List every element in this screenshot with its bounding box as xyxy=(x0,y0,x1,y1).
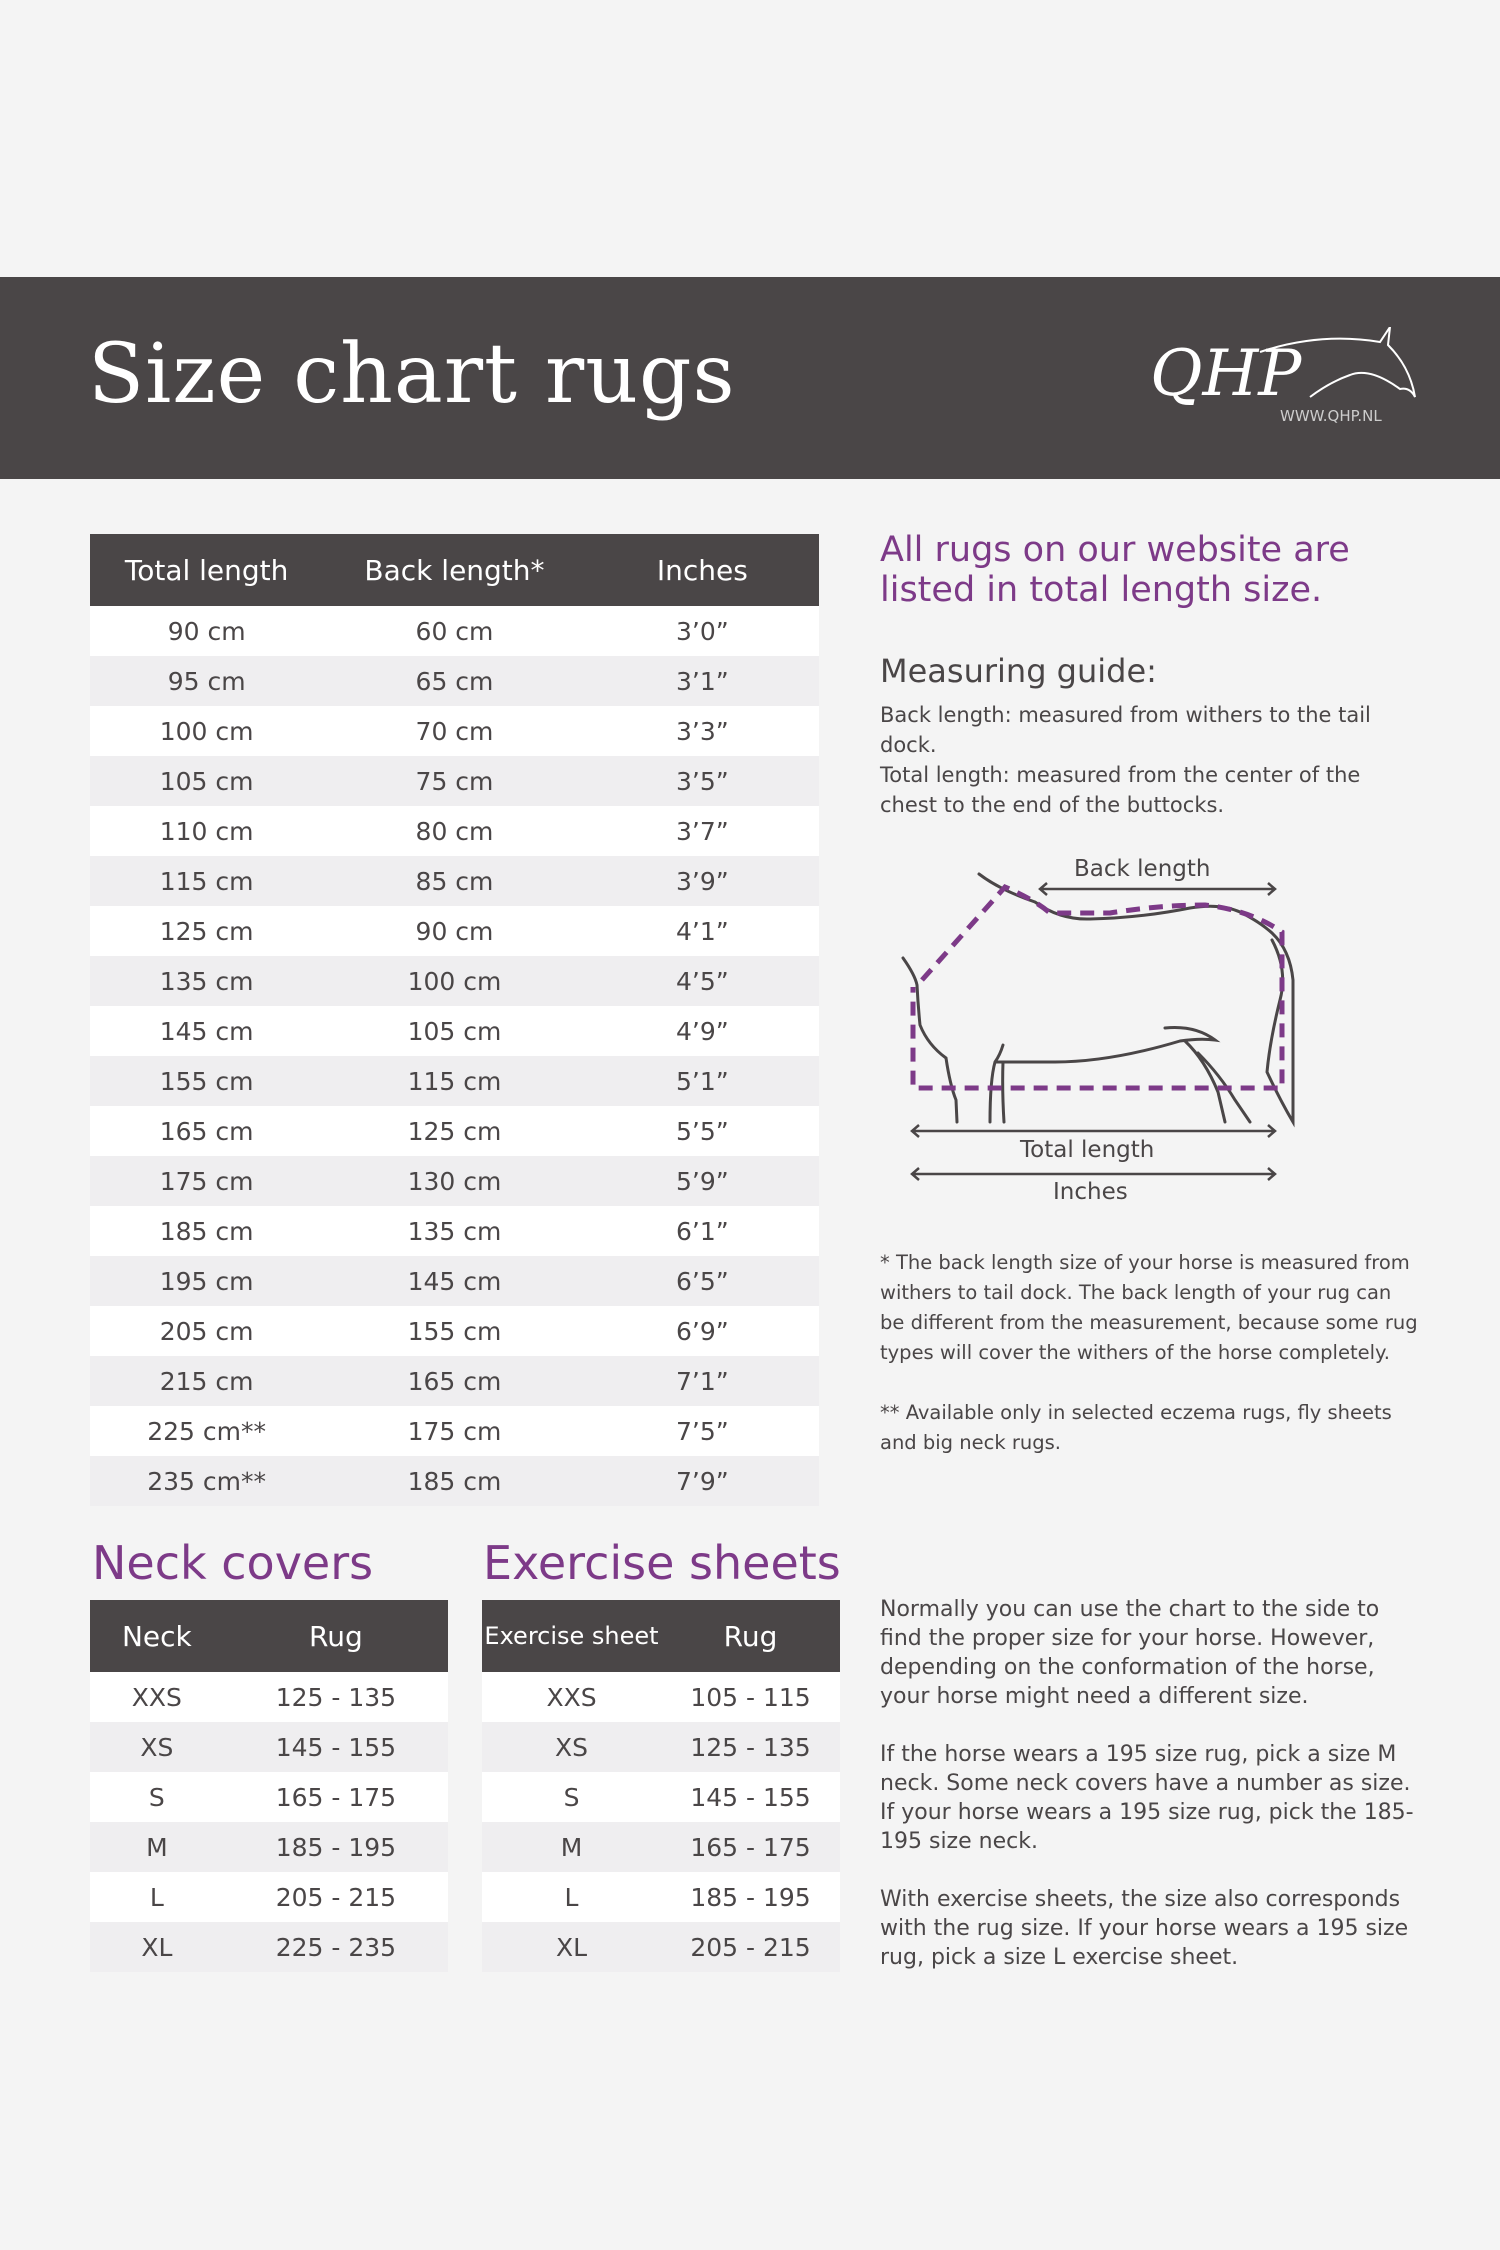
horse-outline xyxy=(903,874,1293,1122)
table-cell: 3’3” xyxy=(586,706,819,756)
table-row xyxy=(90,756,819,806)
table-cell: 80 cm xyxy=(323,806,585,856)
rug-size-table xyxy=(90,534,819,1506)
page-title: Size chart rugs xyxy=(88,327,736,422)
table-cell: 225 cm** xyxy=(90,1406,323,1456)
table-row xyxy=(482,1772,840,1822)
table-row xyxy=(90,1722,448,1772)
table-cell: 6’5” xyxy=(586,1256,819,1306)
size-advice xyxy=(880,1595,1420,2001)
table-cell: 165 - 175 xyxy=(224,1772,448,1822)
table-cell: 185 - 195 xyxy=(224,1822,448,1872)
table-cell: 135 cm xyxy=(323,1206,585,1256)
footnote-availability: ** Available only in selected eczema rugs, fly sheets and big neck rugs. xyxy=(880,1401,1392,1454)
table-cell: 175 cm xyxy=(90,1156,323,1206)
footnote-back-length: * The back length size of your horse is measured from withers to tail dock. The back length of your rug can be different from the measurement, because some rug types will cover the withers of the horse completely. xyxy=(880,1251,1418,1364)
table-row xyxy=(90,1872,448,1922)
horse-head-icon xyxy=(1250,327,1420,407)
neck-covers-title: Neck covers xyxy=(92,1536,374,1590)
table-cell: 125 - 135 xyxy=(661,1722,840,1772)
table-cell: 125 cm xyxy=(323,1106,585,1156)
table-cell: 7’9” xyxy=(586,1456,819,1506)
table-cell: 5’1” xyxy=(586,1056,819,1106)
table-cell: 205 - 215 xyxy=(661,1922,840,1972)
table-cell: 85 cm xyxy=(323,856,585,906)
table-cell: 100 cm xyxy=(323,956,585,1006)
table-cell: 145 cm xyxy=(323,1256,585,1306)
col-inches: Inches xyxy=(586,534,819,606)
table-cell: M xyxy=(482,1822,661,1872)
table-cell: 3’1” xyxy=(586,656,819,706)
table-cell: 4’1” xyxy=(586,906,819,956)
table-cell: 5’9” xyxy=(586,1156,819,1206)
table-cell: 145 - 155 xyxy=(224,1722,448,1772)
table-row xyxy=(90,1056,819,1106)
table-cell: XXS xyxy=(90,1672,224,1722)
col-back-length: Back length* xyxy=(323,534,585,606)
table-cell: 115 cm xyxy=(323,1056,585,1106)
table-row xyxy=(90,1156,819,1206)
table-cell: 4’9” xyxy=(586,1006,819,1056)
back-length-label: Back length xyxy=(1074,856,1211,882)
table-cell: 65 cm xyxy=(323,656,585,706)
table-cell: 115 cm xyxy=(90,856,323,906)
inches-label: Inches xyxy=(1053,1179,1128,1205)
table-row xyxy=(482,1822,840,1872)
table-row xyxy=(90,856,819,906)
exercise-sheets-title: Exercise sheets xyxy=(483,1536,841,1590)
table-row xyxy=(90,1256,819,1306)
total-length-notice: All rugs on our website are listed in total length size. xyxy=(880,530,1350,610)
table-row xyxy=(90,1456,819,1506)
table-cell: 110 cm xyxy=(90,806,323,856)
exercise-sheets-table xyxy=(482,1600,840,1972)
table-row xyxy=(90,1922,448,1972)
table-cell: 225 - 235 xyxy=(224,1922,448,1972)
table-row xyxy=(90,1672,448,1722)
guide-back-length: Back length: measured from withers to the tail dock. xyxy=(880,703,1371,757)
table-cell: 7’5” xyxy=(586,1406,819,1456)
table-row xyxy=(90,806,819,856)
measuring-guide-text xyxy=(880,700,1400,820)
table-cell: 105 cm xyxy=(323,1006,585,1056)
table-cell: 165 - 175 xyxy=(661,1822,840,1872)
logo-text: QHP xyxy=(1150,337,1302,411)
table-cell: L xyxy=(90,1872,224,1922)
measuring-guide-title: Measuring guide: xyxy=(880,652,1157,690)
table-cell: 105 cm xyxy=(90,756,323,806)
table-row xyxy=(90,606,819,656)
col-exercise-sheet: Exercise sheet xyxy=(482,1600,661,1672)
footnotes xyxy=(880,1248,1420,1458)
table-cell: 75 cm xyxy=(323,756,585,806)
table-cell: 145 cm xyxy=(90,1006,323,1056)
table-cell: 3’9” xyxy=(586,856,819,906)
table-cell: XL xyxy=(90,1922,224,1972)
logo-url: WWW.QHP.NL xyxy=(1280,407,1382,425)
table-cell: S xyxy=(90,1772,224,1822)
table-cell: L xyxy=(482,1872,661,1922)
table-cell: 155 cm xyxy=(323,1306,585,1356)
table-cell: 235 cm** xyxy=(90,1456,323,1506)
table-cell: 130 cm xyxy=(323,1156,585,1206)
table-cell: 165 cm xyxy=(323,1356,585,1406)
table-cell: 3’5” xyxy=(586,756,819,806)
total-length-label: Total length xyxy=(1020,1137,1155,1163)
table-cell: 3’0” xyxy=(586,606,819,656)
col-rug: Rug xyxy=(224,1600,448,1672)
table-row xyxy=(90,1006,819,1056)
table-cell: 155 cm xyxy=(90,1056,323,1106)
table-row xyxy=(482,1722,840,1772)
horse-measurement-diagram xyxy=(860,840,1320,1220)
table-cell: S xyxy=(482,1772,661,1822)
table-cell: 205 - 215 xyxy=(224,1872,448,1922)
table-row xyxy=(482,1872,840,1922)
table-row xyxy=(90,906,819,956)
table-row xyxy=(90,1106,819,1156)
table-row xyxy=(90,656,819,706)
table-cell: 145 - 155 xyxy=(661,1772,840,1822)
table-row xyxy=(90,1822,448,1872)
guide-total-length: Total length: measured from the center of the chest to the end of the buttocks. xyxy=(880,763,1361,817)
table-cell: 90 cm xyxy=(323,906,585,956)
table-cell: XS xyxy=(482,1722,661,1772)
table-cell: 205 cm xyxy=(90,1306,323,1356)
advice-paragraph: If the horse wears a 195 size rug, pick a size M neck. Some neck covers have a number as size. If your horse wears a 195 size rug, pick the 185-195 size neck. xyxy=(880,1742,1414,1854)
table-row xyxy=(90,956,819,1006)
table-cell: 3’7” xyxy=(586,806,819,856)
table-cell: 5’5” xyxy=(586,1106,819,1156)
table-cell: 175 cm xyxy=(323,1406,585,1456)
table-cell: 105 - 115 xyxy=(661,1672,840,1722)
measurement-arrows xyxy=(912,883,1275,1180)
table-row xyxy=(90,1772,448,1822)
table-cell: 6’1” xyxy=(586,1206,819,1256)
table-row xyxy=(90,1306,819,1356)
table-cell: XL xyxy=(482,1922,661,1972)
neck-covers-table xyxy=(90,1600,448,1972)
table-cell: 60 cm xyxy=(323,606,585,656)
advice-paragraph: With exercise sheets, the size also corresponds with the rug size. If your horse wears a 195 size rug, pick a size L exercise sheet. xyxy=(880,1887,1409,1970)
qhp-logo xyxy=(1150,327,1420,437)
table-row xyxy=(90,706,819,756)
table-row xyxy=(90,1406,819,1456)
table-cell: 6’9” xyxy=(586,1306,819,1356)
table-cell: 135 cm xyxy=(90,956,323,1006)
table-cell: 4’5” xyxy=(586,956,819,1006)
table-row xyxy=(90,1356,819,1406)
table-cell: 70 cm xyxy=(323,706,585,756)
header-banner xyxy=(0,277,1500,479)
table-cell: 215 cm xyxy=(90,1356,323,1406)
table-cell: 7’1” xyxy=(586,1356,819,1406)
table-cell: 185 cm xyxy=(90,1206,323,1256)
col-neck: Neck xyxy=(90,1600,224,1672)
table-row xyxy=(482,1922,840,1972)
table-cell: 185 cm xyxy=(323,1456,585,1506)
col-rug: Rug xyxy=(661,1600,840,1672)
table-cell: XXS xyxy=(482,1672,661,1722)
table-cell: 165 cm xyxy=(90,1106,323,1156)
table-cell: 100 cm xyxy=(90,706,323,756)
table-cell: 95 cm xyxy=(90,656,323,706)
table-cell: 125 cm xyxy=(90,906,323,956)
table-row xyxy=(482,1672,840,1722)
table-cell: 185 - 195 xyxy=(661,1872,840,1922)
advice-paragraph: Normally you can use the chart to the side to find the proper size for your horse. However, depending on the conformation of the horse, your horse might need a different size. xyxy=(880,1597,1380,1709)
table-row xyxy=(90,1206,819,1256)
table-cell: M xyxy=(90,1822,224,1872)
table-cell: 195 cm xyxy=(90,1256,323,1306)
col-total-length: Total length xyxy=(90,534,323,606)
table-cell: 90 cm xyxy=(90,606,323,656)
table-cell: XS xyxy=(90,1722,224,1772)
table-cell: 125 - 135 xyxy=(224,1672,448,1722)
